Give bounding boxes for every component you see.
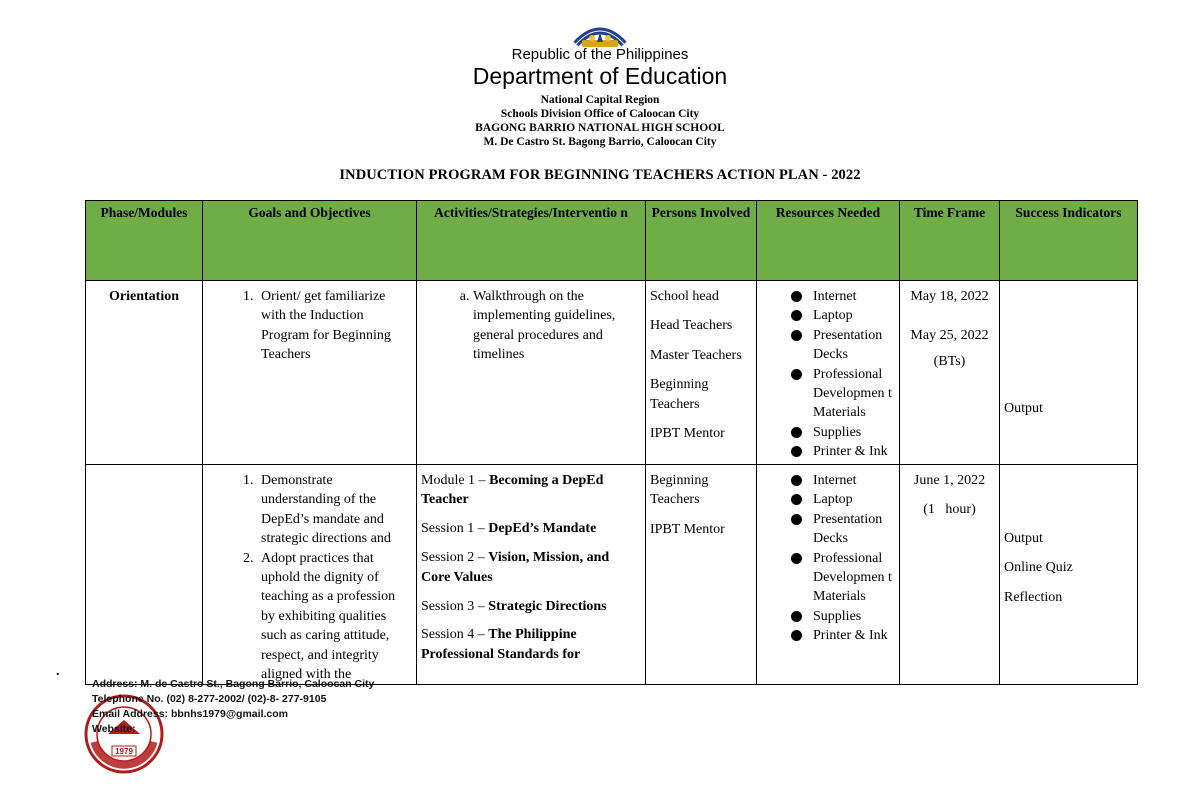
col-header-time-frame: Time Frame xyxy=(900,201,1000,281)
bullet-mark: . xyxy=(56,664,60,679)
goal-item: 1. Demonstrate understanding of the DepEd’s mandate and strategic directions and xyxy=(257,471,412,549)
col-header-goals: Goals and Objectives xyxy=(203,201,417,281)
resource-item: Laptop xyxy=(791,490,895,509)
footer-email: Email Address: bbnhs1979@gmail.com xyxy=(92,708,288,720)
time-frame-note: (BTs) xyxy=(933,353,966,369)
resource-item: Professional Developmen t Materials xyxy=(791,549,895,607)
resource-item: Printer & Ink xyxy=(791,626,895,645)
success-indicator: Online Quiz xyxy=(1004,560,1073,576)
success-indicator: Output xyxy=(1004,401,1043,416)
footer-contact xyxy=(92,677,374,737)
resource-item: Presentation Decks xyxy=(791,510,895,549)
table-row xyxy=(86,465,1138,685)
person-item: Beginning Teachers xyxy=(650,473,709,508)
success-cell xyxy=(1000,281,1138,465)
persons-cell xyxy=(646,465,757,685)
col-header-persons: Persons Involved xyxy=(646,201,757,281)
session-item: Session 4 – The Philippine Professional Standards for xyxy=(421,627,581,662)
phase-cell: Orientation xyxy=(86,281,203,465)
col-header-resources: Resources Needed xyxy=(757,201,900,281)
time-frame-entry: May 18, 2022 xyxy=(910,289,989,304)
time-frame-note: (1 hour) xyxy=(923,502,976,518)
resource-item: Supplies xyxy=(791,423,895,442)
resource-item: Presentation Decks xyxy=(791,326,895,365)
activity-item: a. Walkthrough on the implementing guidelines, general procedures and timelines xyxy=(473,287,641,365)
activities-cell xyxy=(417,281,646,465)
persons-cell xyxy=(646,281,757,465)
document-title: INDUCTION PROGRAM FOR BEGINNING TEACHERS ACTION PLAN - 2022 xyxy=(339,167,861,183)
footer-telephone: Telephone No. (02) 8-277-2002/ (02)-8- 277-9105 xyxy=(92,693,327,705)
time-frame-entry: May 25, 2022 xyxy=(910,328,989,344)
person-item: Master Teachers xyxy=(650,347,742,363)
resource-item: Internet xyxy=(791,287,895,306)
division-line: Schools Division Office of Caloocan City xyxy=(500,108,700,120)
resources-cell xyxy=(757,281,900,465)
table-header-row xyxy=(86,201,1138,281)
session-item: Session 2 – Vision, Mission, and Core Values xyxy=(421,550,610,585)
time-frame-cell xyxy=(900,281,1000,465)
footer-website: Website: xyxy=(92,723,136,735)
time-frame-entry: June 1, 2022 xyxy=(913,473,986,488)
person-item: IPBT Mentor xyxy=(650,521,725,537)
session-item: Session 1 – DepEd’s Mandate xyxy=(421,521,597,537)
table-row xyxy=(86,281,1138,465)
success-indicator: Output xyxy=(1004,531,1043,546)
resource-item: Printer & Ink xyxy=(791,442,895,461)
resources-cell xyxy=(757,465,900,685)
time-frame-cell xyxy=(900,465,1000,685)
phase-cell xyxy=(86,465,203,685)
person-item: School head xyxy=(650,289,719,304)
region-line: National Capital Region xyxy=(540,94,660,106)
session-item: Module 1 – Becoming a DepEd Teacher xyxy=(421,473,604,508)
person-item: Head Teachers xyxy=(650,318,733,334)
department-name: Department of Education xyxy=(472,63,728,89)
success-cell xyxy=(1000,465,1138,685)
goal-item: 1. Orient/ get familiarize with the Induction Program for Beginning Teachers xyxy=(257,287,412,365)
republic-line: Republic of the Philippines xyxy=(511,46,689,63)
resource-item: Professional Developmen t Materials xyxy=(791,365,895,423)
footer-address: Address: M. de Castro St., Bagong Barrio, Caloocan City xyxy=(92,678,375,690)
person-item: IPBT Mentor xyxy=(650,426,725,442)
success-indicator: Reflection xyxy=(1004,589,1063,605)
svg-text:1979: 1979 xyxy=(115,747,133,756)
col-header-activities: Activities/Strategies/Interventio n xyxy=(417,201,646,281)
person-item: Beginning Teachers xyxy=(650,377,709,412)
activities-cell xyxy=(417,465,646,685)
goal-item: 2. Adopt practices that uphold the dignity of teaching as a profession by exhibiting qualities such as caring attitude, respect, and integrity aligned with the xyxy=(257,549,412,685)
resource-item: Laptop xyxy=(791,306,895,325)
goals-cell xyxy=(203,465,417,685)
session-item: Session 3 – Strategic Directions xyxy=(421,598,607,614)
school-name: BAGONG BARRIO NATIONAL HIGH SCHOOL xyxy=(475,122,725,134)
col-header-success: Success Indicators xyxy=(1000,201,1138,281)
action-plan-table xyxy=(85,200,1138,685)
resource-item: Supplies xyxy=(791,607,895,626)
goals-cell xyxy=(203,281,417,465)
resource-item: Internet xyxy=(791,471,895,490)
school-address: M. De Castro St. Bagong Barrio, Caloocan City xyxy=(483,136,717,148)
col-header-phase: Phase/Modules xyxy=(86,201,203,281)
